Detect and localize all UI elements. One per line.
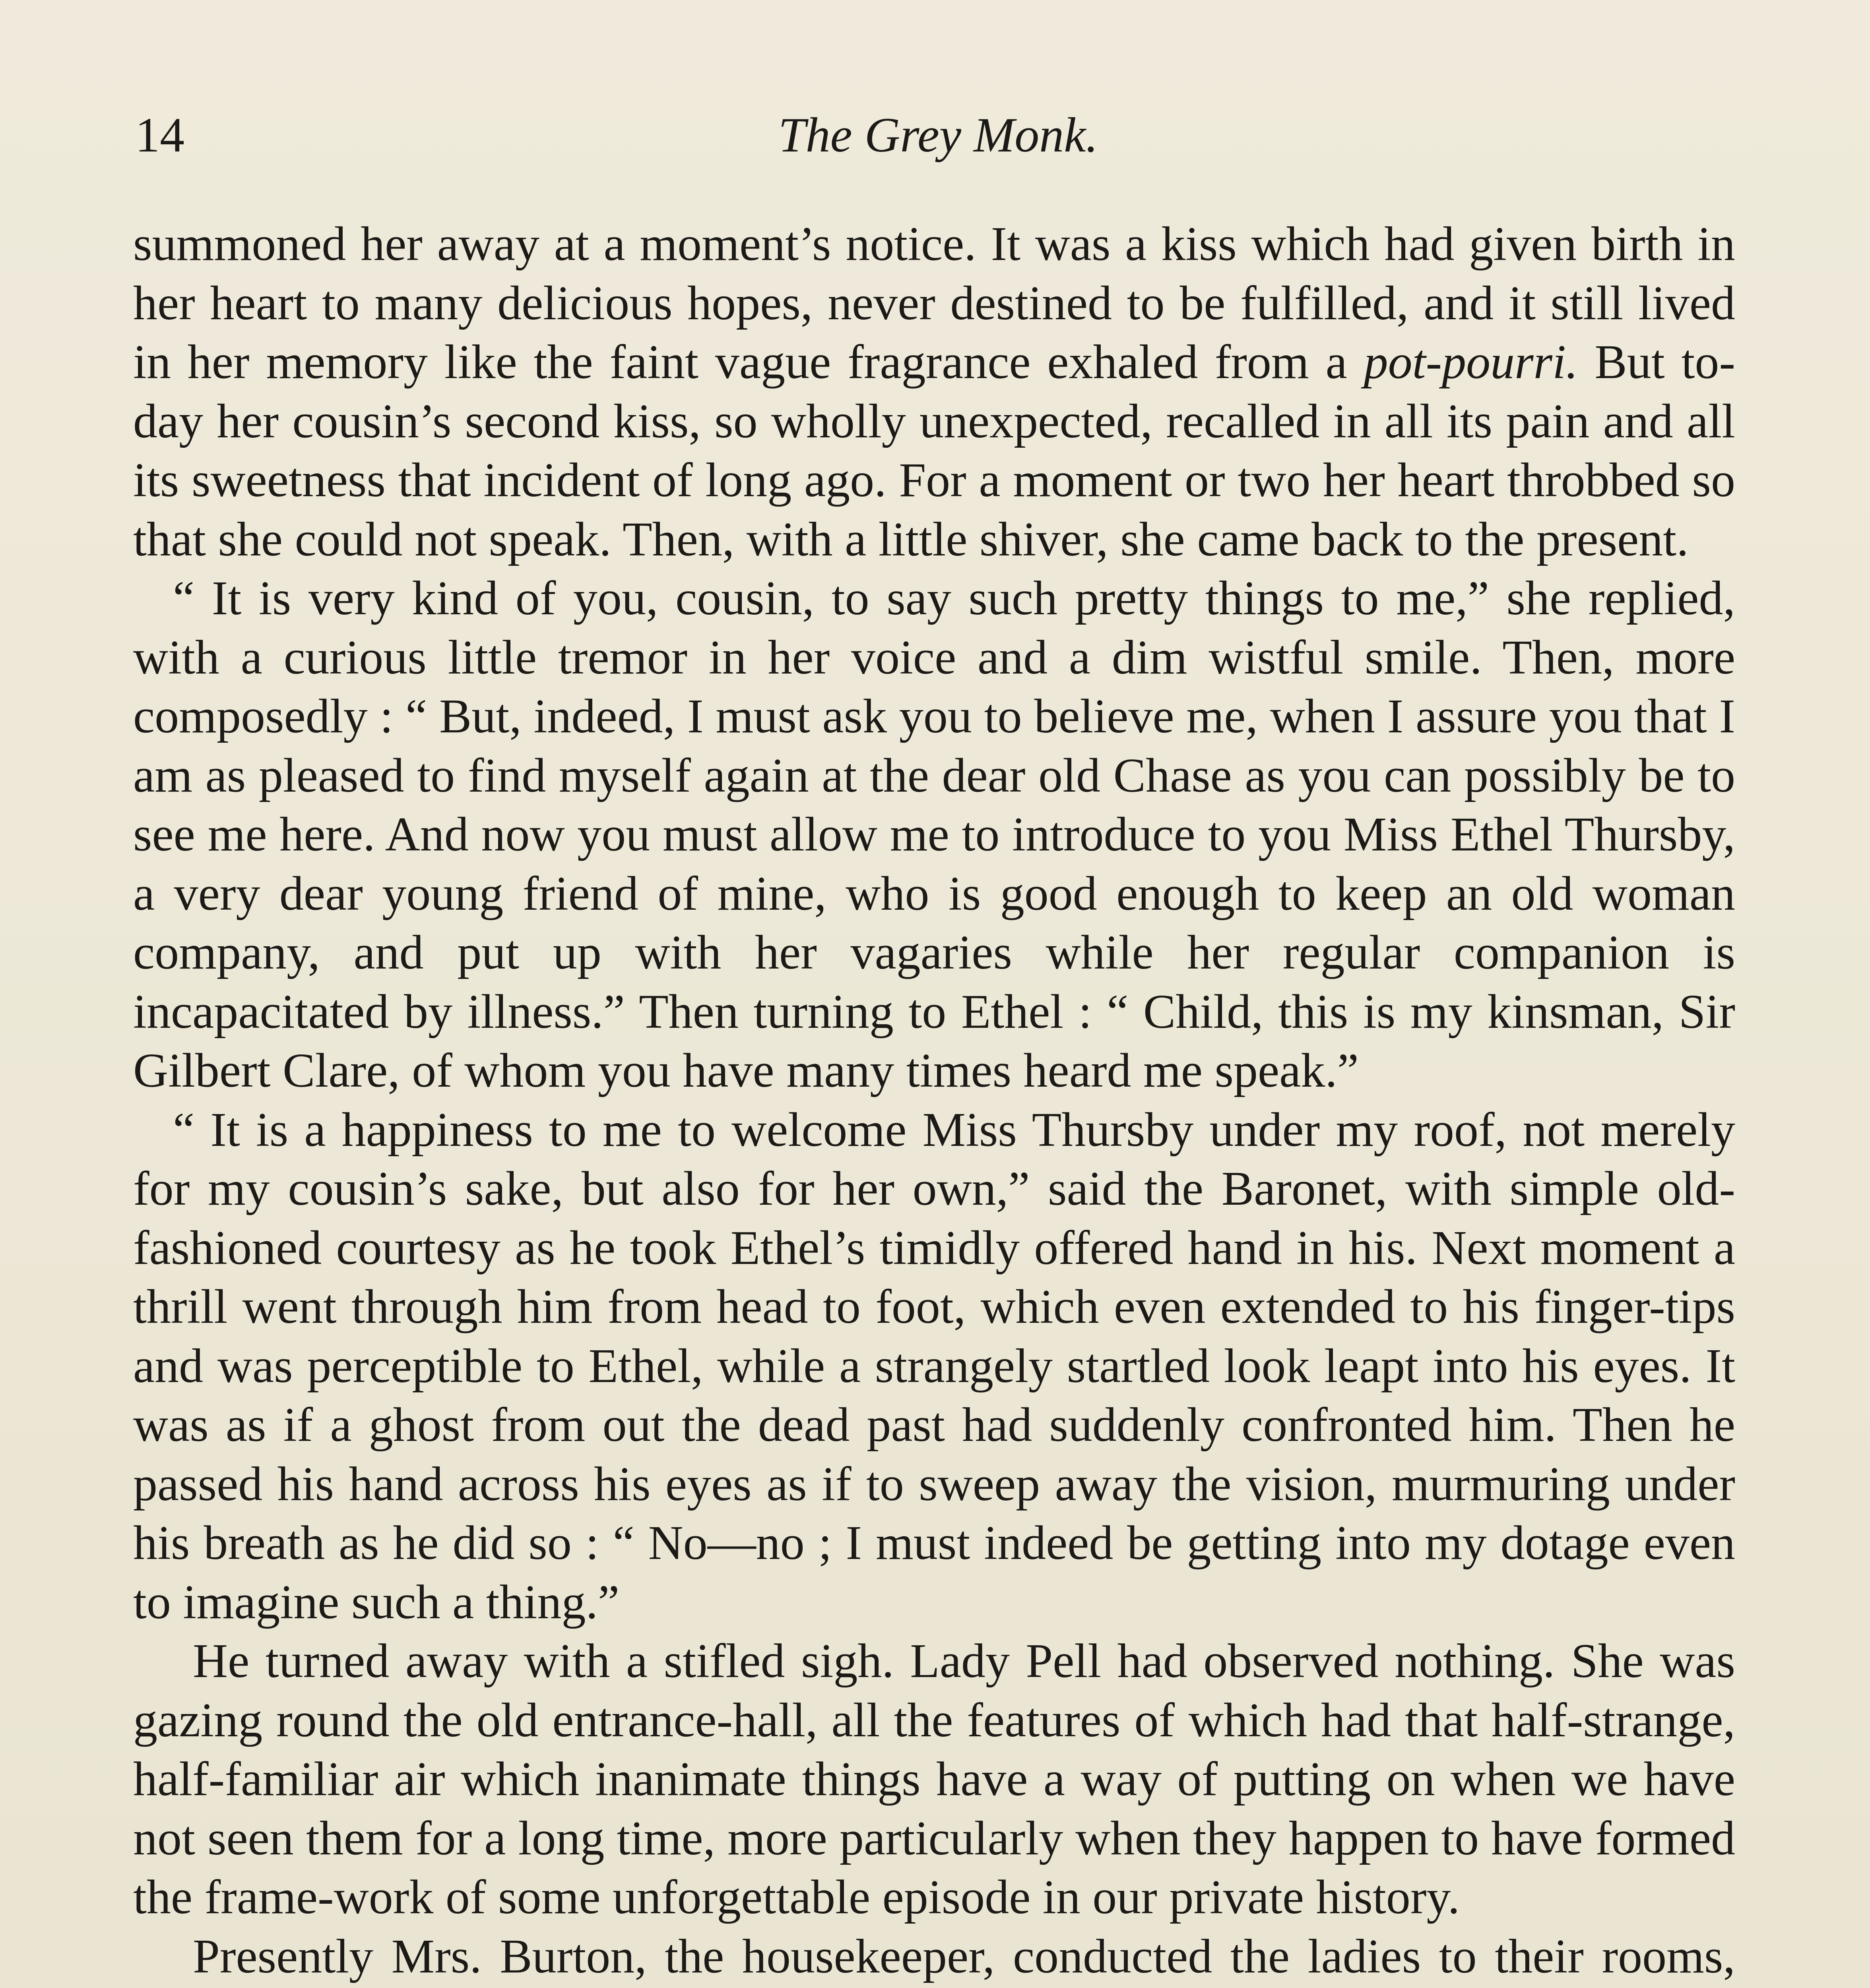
page-header	[135, 99, 1741, 171]
paragraph-1-italic: pot-pourri.	[1364, 335, 1578, 389]
paragraph-4: He turned away with a stifled sigh. Lady Pell had observed nothing. She was gazing round the old entrance-hall, all the features of which had that half-strange, half-familiar air which inanimate things have a way of putting on when we have not seen them for a long time, more particularly when they happen to have formed the frame-work of some unforgettable episode in our private history.	[133, 1634, 1735, 1924]
page-number: 14	[135, 108, 184, 162]
paragraph-1	[133, 215, 1735, 569]
paragraph-1-text-a: summoned her away at a moment’s notice. It was a kiss which had given birth in her heart to many delicious hopes, never destined to be fulfilled, and it still lived in her memory like the faint vague fragrance exhaled from a	[133, 217, 1735, 389]
paragraph-5: Presently Mrs. Burton, the housekeeper, conducted the ladies to their rooms,	[193, 1929, 1735, 1983]
paragraph-2: “ It is very kind of you, cousin, to say such pretty things to me,” she replied, with a curious little tremor in her voice and a dim wistful smile. Then, more composedly : “ But, indeed, I must ask you to believe me, when I assure you that I am as pleased to find myself again at the dear old Chase as you can possibly be to see me here. And now you must allow me to introduce to you Miss Ethel Thursby, a very dear young friend of mine, who is good enough to keep an old woman company, and put up with her vagaries while her regular companion is incapacitated by illness.” Then turning to Ethel : “ Child, this is my kinsman, Sir Gilbert Clare, of whom you have many times heard me speak.”	[133, 571, 1735, 1097]
paragraph-3: “ It is a happiness to me to welcome Miss Thursby under my roof, not merely for my cousin’s sake, but also for her own,” said the Baronet, with simple old-fashioned courtesy as he took Ethel’s timidly offered hand in his. Next moment a thrill went through him from head to foot, which even extended to his finger-tips and was perceptible to Ethel, while a strangely startled look leapt into his eyes. It was as if a ghost from out the dead past had suddenly confronted him. Then he passed his hand across his eyes as if to sweep away the vision, murmuring under his breath as he did so : “ No—no ; I must indeed be getting into my dotage even to imagine such a thing.”	[133, 1103, 1735, 1629]
running-title: The Grey Monk.	[778, 108, 1098, 162]
paragraph-1-text-b: But to-day her cousin’s second kiss, so wholly unexpected, recalled in all its pain and all its sweetness that incident of long ago. For a moment or two her heart throbbed so that she could not speak. Then, with a little shiver, she came back to the present.	[133, 335, 1736, 566]
body-text	[133, 215, 1735, 1988]
